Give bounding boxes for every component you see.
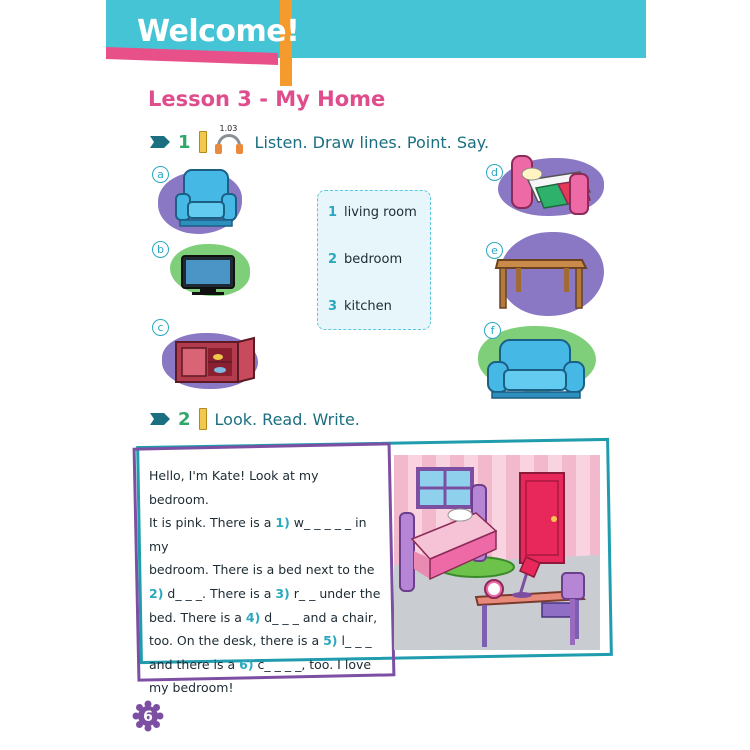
instruction-text: Look. Read. Write. — [214, 409, 360, 429]
page-number: 6 — [143, 709, 153, 725]
passage-text: d_ _ _. There is a — [163, 585, 276, 601]
flag-icon — [150, 136, 170, 148]
passage-line — [149, 653, 381, 677]
label-e: e — [486, 242, 503, 259]
pencil-icon — [199, 408, 207, 430]
label-a: a — [152, 166, 169, 183]
word-number: 3 — [328, 299, 338, 314]
word-text: living room — [344, 205, 417, 220]
word-number: 2 — [328, 252, 338, 267]
exercise-1-instruction — [150, 124, 490, 154]
bed-picture[interactable] — [508, 150, 592, 220]
exercise-2-instruction — [150, 408, 360, 430]
cupboard-picture[interactable] — [174, 336, 256, 386]
word-item — [328, 205, 417, 220]
lesson-title: Lesson 3 - My Home — [148, 87, 386, 111]
exercise-number: 2 — [178, 408, 191, 430]
passage-line — [149, 676, 381, 700]
label-b: b — [152, 241, 169, 258]
word-number: 1 — [328, 205, 338, 220]
word-item — [328, 252, 402, 267]
bedroom-illustration — [394, 455, 600, 650]
reading-passage — [149, 464, 381, 700]
passage-line — [149, 629, 381, 653]
passage-text: r_ _ under the — [289, 585, 381, 601]
label-f: f — [484, 322, 501, 339]
passage-line — [149, 606, 381, 630]
passage-text: It is pink. There is a — [149, 515, 276, 531]
page-number-badge — [132, 700, 164, 732]
sofa-picture[interactable] — [486, 334, 586, 406]
television-picture[interactable] — [178, 254, 240, 298]
header-title: Welcome! — [137, 14, 300, 49]
question-number: 4) — [245, 609, 261, 625]
word-text: bedroom — [344, 252, 403, 267]
table-picture[interactable] — [494, 250, 590, 314]
passage-text: Hello, I'm Kate! Look at my bedroom. — [149, 468, 319, 507]
question-number: 5) — [323, 633, 338, 649]
label-d: d — [486, 164, 503, 181]
question-number: 1) — [275, 515, 290, 531]
word-box — [317, 190, 431, 330]
question-number: 3) — [275, 585, 290, 601]
passage-text: bed. There is a — [149, 609, 246, 625]
label-c: c — [152, 319, 169, 336]
passage-text: c_ _ _ _, too. I love — [253, 656, 372, 672]
bedroom-scene — [394, 455, 600, 650]
passage-text: and there is a — [149, 656, 240, 672]
exercise-number: 1 — [178, 131, 191, 153]
passage-text: bedroom. There is a bed next to the — [149, 562, 375, 578]
passage-text: my bedroom! — [149, 680, 234, 696]
armchair-picture[interactable] — [172, 164, 242, 232]
passage-line — [149, 464, 381, 511]
headphones-icon[interactable] — [215, 124, 245, 154]
instruction-text: Listen. Draw lines. Point. Say. — [254, 132, 490, 152]
passage-text: d_ _ _ and a chair, — [260, 609, 378, 625]
pencil-icon — [199, 131, 207, 153]
track-number: 1.03 — [219, 124, 238, 133]
passage-line — [149, 558, 381, 582]
flag-icon — [150, 413, 170, 425]
passage-line — [149, 511, 381, 558]
passage-line — [149, 582, 381, 606]
question-number: 2) — [149, 585, 164, 601]
question-number: 6) — [239, 656, 254, 672]
passage-text: l_ _ _ — [337, 633, 372, 649]
passage-text: w_ _ _ _ _ in my — [149, 515, 367, 554]
word-item — [328, 299, 392, 314]
word-text: kitchen — [344, 299, 392, 314]
passage-text: too. On the desk, there is a — [149, 633, 324, 649]
